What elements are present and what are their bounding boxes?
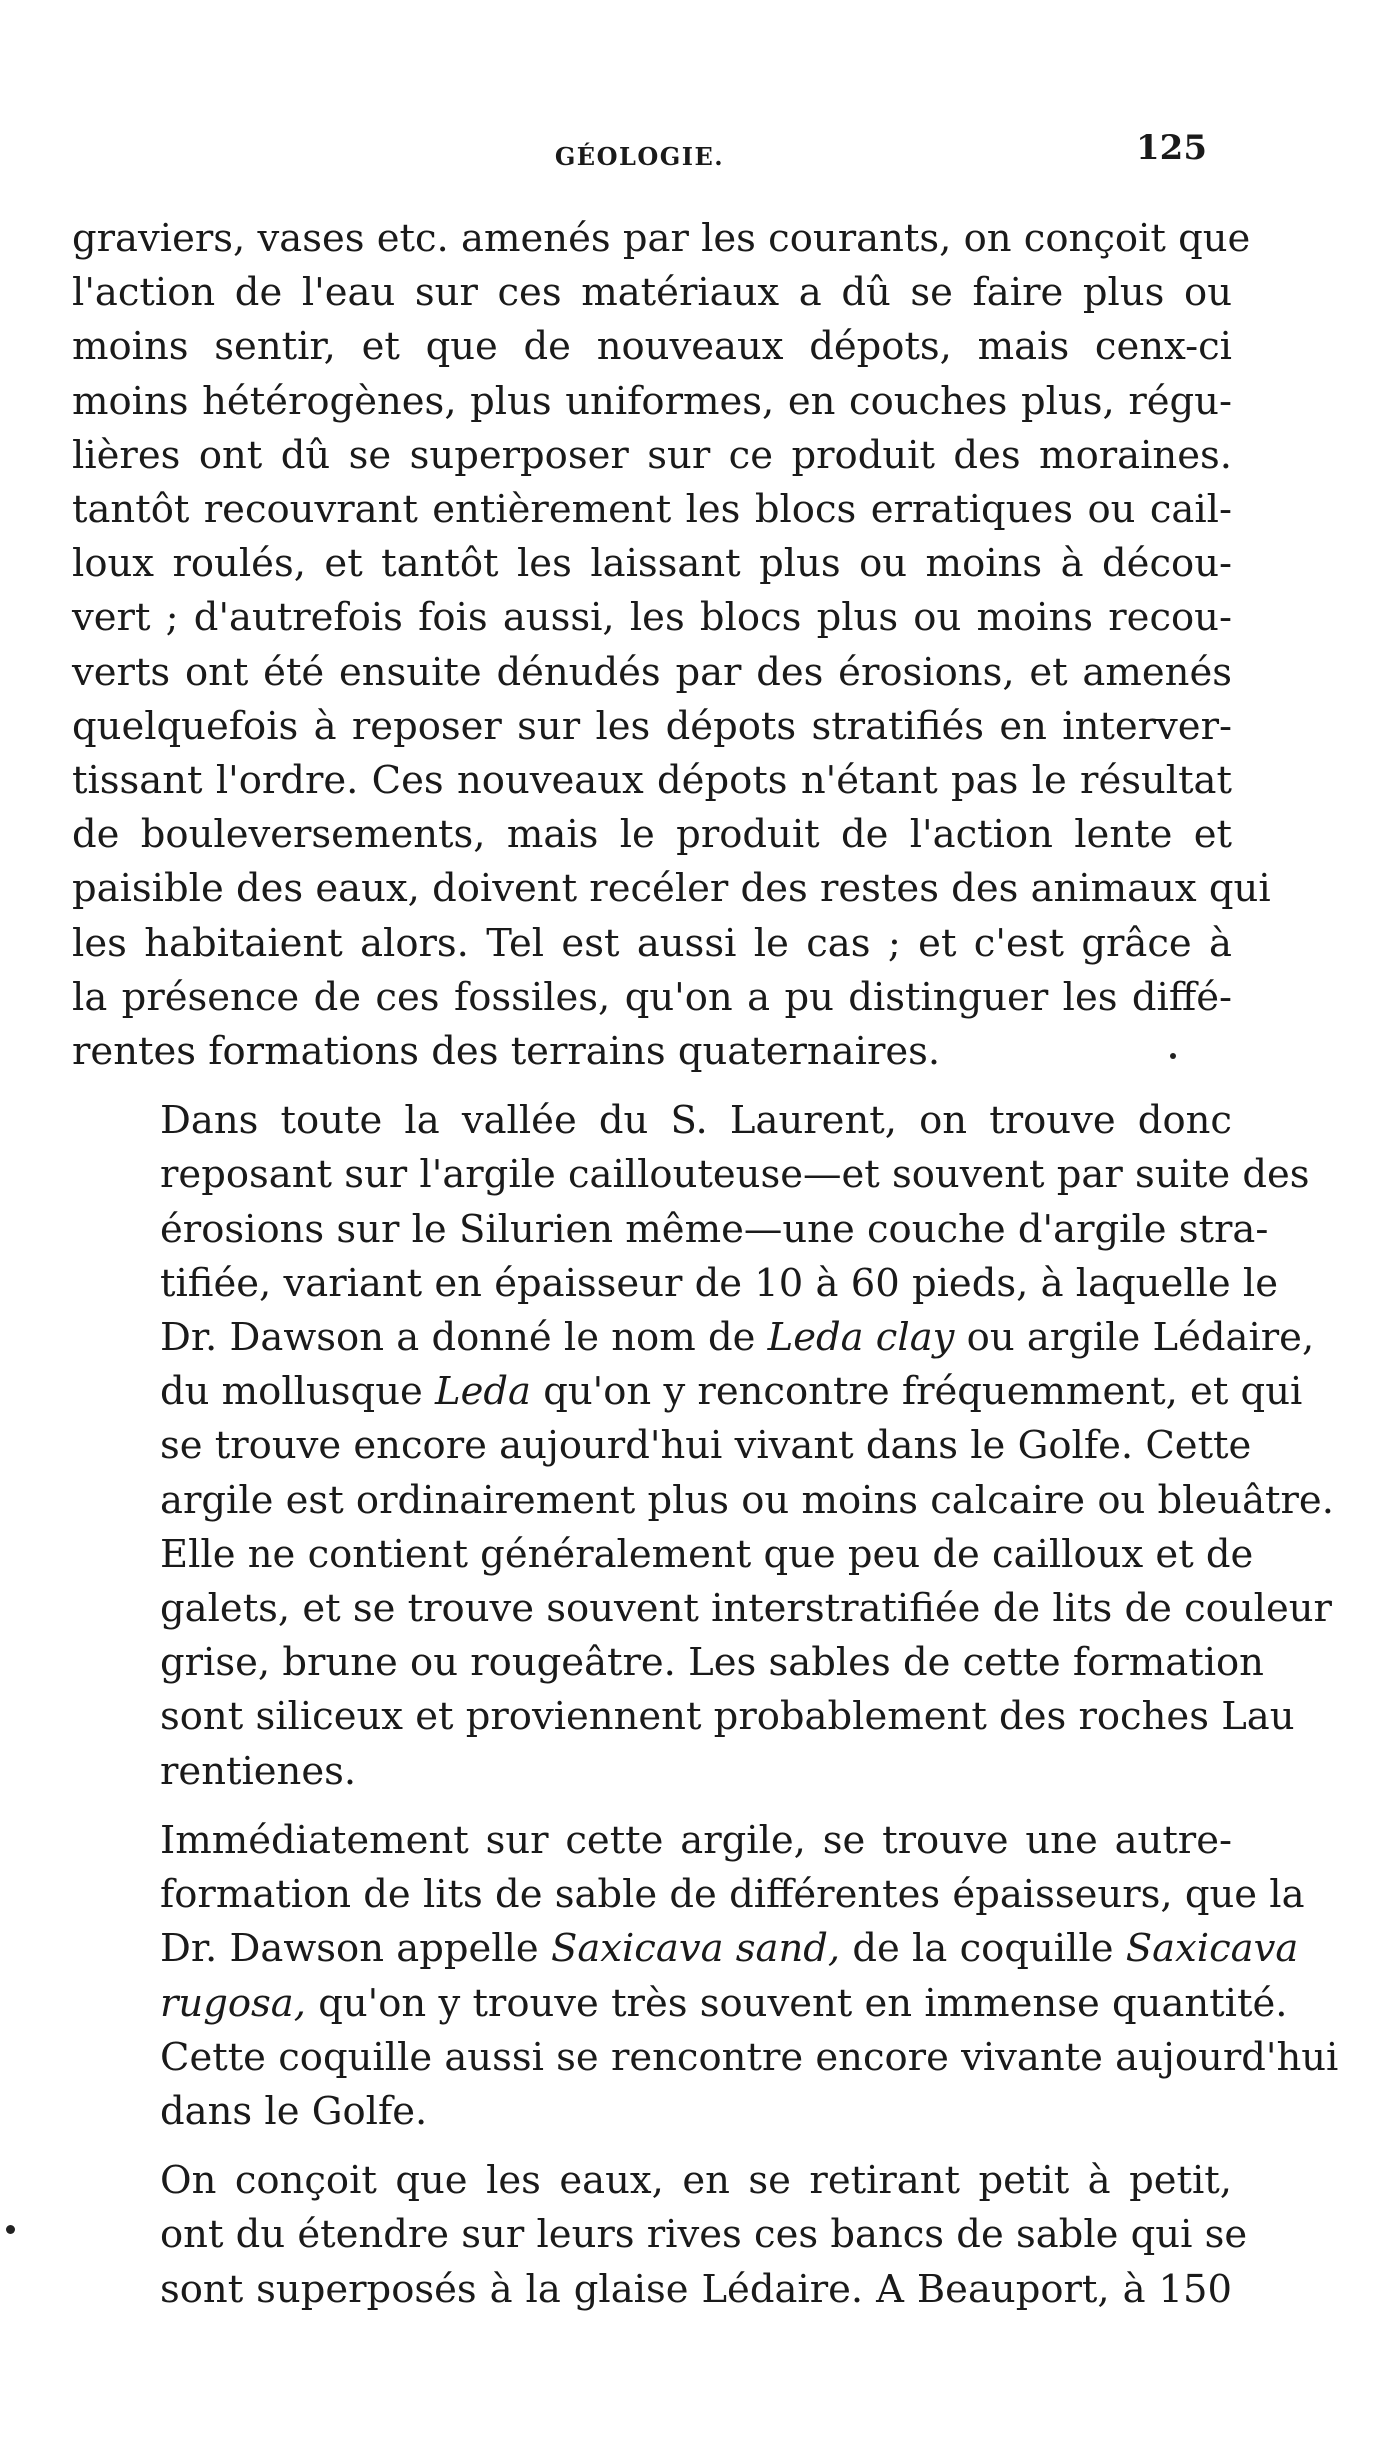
text-line: ont du étendre sur leurs rives ces bancs de sable qui se xyxy=(160,2212,1248,2258)
running-title: GÉOLOGIE. xyxy=(554,142,725,171)
text-line: lières ont dû se superposer sur ce produit des moraines. xyxy=(72,432,1232,478)
text-line: grise, brune ou rougeâtre. Les sables de cette formation xyxy=(160,1640,1264,1686)
ink-speck xyxy=(6,2225,15,2234)
paragraph xyxy=(72,1094,1334,1799)
text-line: se trouve encore aujourd'hui vivant dans le Golfe. Cette xyxy=(160,1423,1252,1469)
text-line: paisible des eaux, doivent recéler des restes des animaux qui xyxy=(72,866,1271,912)
text-line: les habitaient alors. Tel est aussi le cas ; et c'est grâce à xyxy=(72,920,1232,966)
text-line: l'action de l'eau sur ces matériaux a dû se faire plus ou xyxy=(72,270,1232,316)
text-line: On conçoit que les eaux, en se retirant petit à petit, xyxy=(160,2158,1232,2204)
text-line: du mollusque Leda qu'on y rencontre fréquemment, et qui xyxy=(160,1369,1303,1415)
text-line: vert ; d'autrefois fois aussi, les blocs plus ou moins recou- xyxy=(72,595,1232,641)
text-line: érosions sur le Silurien même—une couche d'argile stra- xyxy=(160,1206,1269,1252)
page-header xyxy=(72,128,1207,188)
text-line: sont superposés à la glaise Lédaire. A Beauport, à 150 xyxy=(160,2266,1232,2312)
text-line: tifiée, variant en épaisseur de 10 à 60 pieds, à laquelle le xyxy=(160,1260,1279,1306)
text-line: tantôt recouvrant entièrement les blocs erratiques ou cail- xyxy=(72,487,1232,533)
text-line: Cette coquille aussi se rencontre encore vivante aujourd'hui xyxy=(160,2034,1339,2080)
text-line: Elle ne contient généralement que peu de cailloux et de xyxy=(160,1531,1254,1577)
text-line: Dr. Dawson appelle Saxicava sand, de la coquille Saxicava xyxy=(160,1926,1299,1972)
paragraph xyxy=(72,2154,1248,2317)
text-line: quelquefois à reposer sur les dépots stratifiés en interver- xyxy=(72,703,1232,749)
text-line: sont siliceux et proviennent probablement des roches Lau xyxy=(160,1694,1295,1740)
text-line: tissant l'ordre. Ces nouveaux dépots n'étant pas le résultat xyxy=(72,758,1232,804)
paragraph xyxy=(72,1814,1339,2139)
text-line: moins sentir, et que de nouveaux dépots, mais cenx-ci xyxy=(72,324,1232,370)
text-line: dans le Golfe. xyxy=(160,2088,428,2134)
text-line: rentienes. xyxy=(160,1748,357,1794)
text-line: la présence de ces fossiles, qu'on a pu distinguer les diffé- xyxy=(72,974,1232,1020)
text-line: Dans toute la vallée du S. Laurent, on trouve donc xyxy=(160,1098,1232,1144)
text-line: argile est ordinairement plus ou moins calcaire ou bleuâtre. xyxy=(160,1477,1334,1523)
text-line: formation de lits de sable de différentes épaisseurs, que la xyxy=(160,1872,1305,1918)
text-line: rentes formations des terrains quaternaires. xyxy=(72,1029,941,1075)
ink-speck xyxy=(1170,1053,1176,1059)
text-line: de bouleversements, mais le produit de l'action lente et xyxy=(72,812,1232,858)
text-line: graviers, vases etc. amenés par les courants, on conçoit que xyxy=(72,216,1251,261)
text-line: Dr. Dawson a donné le nom de Leda clay ou argile Lédaire, xyxy=(160,1315,1315,1361)
page-number: 125 xyxy=(1136,128,1207,168)
text-line: Immédiatement sur cette argile, se trouve une autre- xyxy=(160,1817,1232,1863)
paragraph xyxy=(72,212,1271,1079)
text-line: galets, et se trouve souvent interstratifiée de lits de couleur xyxy=(160,1586,1332,1632)
body-text xyxy=(72,212,1339,2317)
text-line: moins hétérogènes, plus uniformes, en couches plus, régu- xyxy=(72,378,1232,424)
text-line: loux roulés, et tantôt les laissant plus ou moins à décou- xyxy=(72,541,1232,587)
text-line: reposant sur l'argile caillouteuse—et souvent par suite des xyxy=(160,1152,1310,1198)
text-line: verts ont été ensuite dénudés par des érosions, et amenés xyxy=(72,649,1232,695)
text-line: rugosa, qu'on y trouve très souvent en immense quantité. xyxy=(160,1980,1288,2026)
